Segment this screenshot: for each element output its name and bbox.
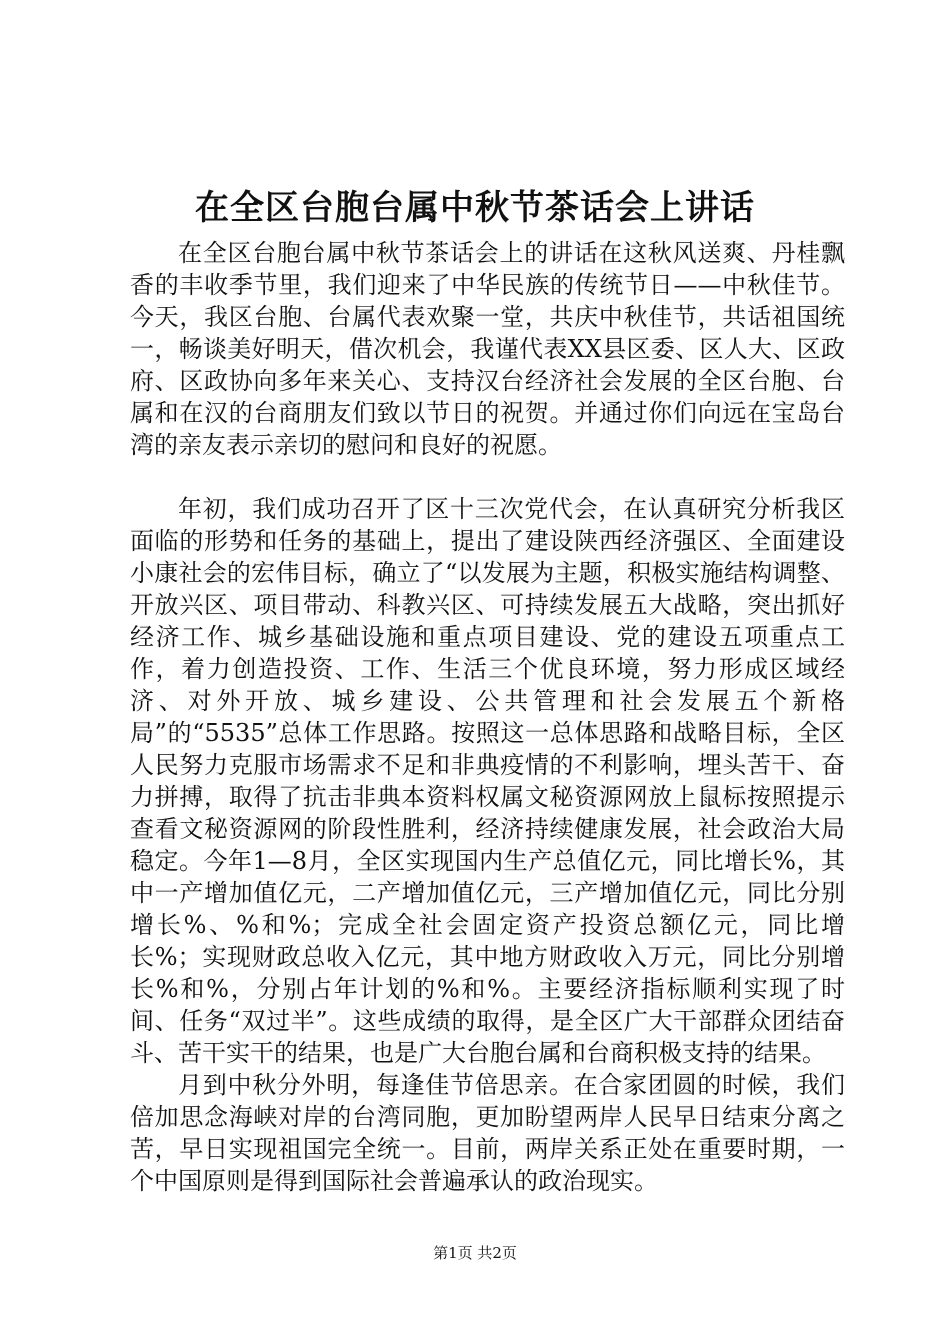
document-body [130,237,845,1197]
document-title: 在全区台胞台属中秋节茶话会上讲话 [195,188,755,228]
page-number-footer: 第1页 共2页 [433,1244,517,1262]
paragraph-2: 年初，我们成功召开了区十三次党代会，在认真研究分析我区面临的形势和任务的基础上，提出了建设陕西经济强区、全面建设小康社会的宏伟目标，确立了“以发展为主题，积极实施结构调整、开放兴区、项目带动、科教兴区、可持续发展五大战略，突出抓好经济工作、城乡基础设施和重点项目建设、党的建设五项重点工作，着力创造投资、工作、生活三个优良环境，努力形成区域经济、对外开放、城乡建设、公共管理和社会发展五个新格局”的“5535”总体工作思路。按照这一总体思路和战略目标，全区人民努力克服市场需求不足和非典疫情的不利影响，埋头苦干、奋力拼搏，取得了抗击非典本资料权属文秘资源网放上鼠标按照提示查看文秘资源网的阶段性胜利，经济持续健康发展，社会政治大局稳定。今年1—8月，全区实现国内生产总值亿元，同比增长%，其中一产增加值亿元，二产增加值亿元，三产增加值亿元，同比分别增长%、%和%；完成全社会固定资产投资总额亿元，同比增长%；实现财政总收入亿元，其中地方财政收入万元，同比分别增长%和%，分别占年计划的%和%。主要经济指标顺利实现了时间、任务“双过半”。这些成绩的取得，是全区广大干部群众团结奋斗、苦干实干的结果，也是广大台胞台属和台商积极支持的结果。 [130,495,845,1067]
paragraph-3: 月到中秋分外明，每逢佳节倍思亲。在合家团圆的时候，我们倍加思念海峡对岸的台湾同胞，更加盼望两岸人民早日结束分离之苦，早日实现祖国完全统一。目前，两岸关系正处在重要时期，一个中国原则是得到国际社会普遍承认的政治现实。 [130,1071,845,1195]
paragraph-1: 在全区台胞台属中秋节茶话会上的讲话在这秋风送爽、丹桂飘香的丰收季节里，我们迎来了中华民族的传统节日——中秋佳节。今天，我区台胞、台属代表欢聚一堂，共庆中秋佳节，共话祖国统一，畅谈美好明天，借次机会，我谨代表XX县区委、区人大、区政府、区政协向多年来关心、支持汉台经济社会发展的全区台胞、台属和在汉的台商朋友们致以节日的祝贺。并通过你们向远在宝岛台湾的亲友表示亲切的慰问和良好的祝愿。 [130,239,845,459]
